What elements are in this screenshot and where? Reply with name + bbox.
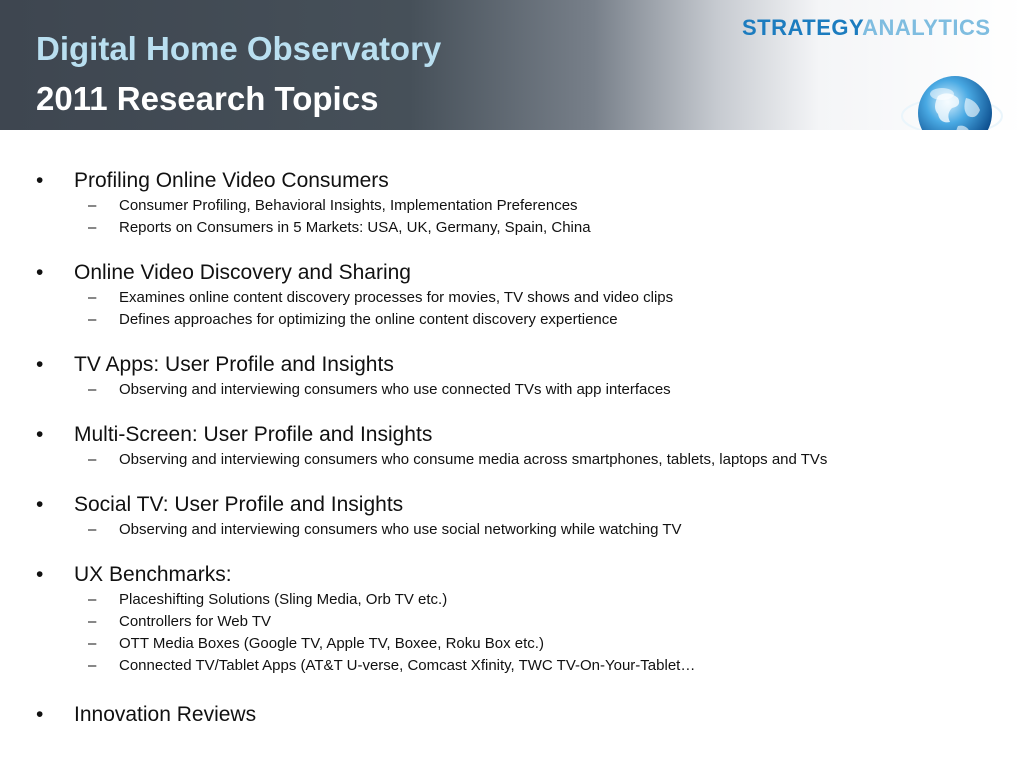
dash-marker: – bbox=[88, 591, 97, 608]
dash-marker: – bbox=[88, 657, 97, 674]
subitem-text: Connected TV/Tablet Apps (AT&T U-verse, Comcast Xfinity, TWC TV-On-Your-Tablet… bbox=[119, 657, 696, 674]
bullet-marker: • bbox=[36, 493, 44, 516]
topic-title: Online Video Discovery and Sharing bbox=[74, 261, 411, 284]
topic-title: Social TV: User Profile and Insights bbox=[74, 493, 404, 516]
bullet-marker: • bbox=[36, 703, 44, 726]
subitem-text: Placeshifting Solutions (Sling Media, Orb TV etc.) bbox=[119, 591, 448, 608]
bullet-marker: • bbox=[36, 423, 44, 446]
subitem-text: OTT Media Boxes (Google TV, Apple TV, Boxee, Roku Box etc.) bbox=[119, 635, 544, 652]
dash-marker: – bbox=[88, 521, 97, 538]
subitem-text: Reports on Consumers in 5 Markets: USA, UK, Germany, Spain, China bbox=[119, 219, 591, 236]
topic-title: TV Apps: User Profile and Insights bbox=[74, 353, 394, 376]
bullet-marker: • bbox=[36, 261, 44, 284]
subitem-text: Consumer Profiling, Behavioral Insights, Implementation Preferences bbox=[119, 197, 578, 214]
bullet-marker: • bbox=[36, 169, 44, 192]
subitem-text: Observing and interviewing consumers who consume media across smartphones, tablets, laptops and TVs bbox=[119, 451, 828, 468]
subitem-text: Examines online content discovery processes for movies, TV shows and video clips bbox=[119, 289, 674, 306]
topic-title: Innovation Reviews bbox=[74, 703, 257, 726]
topic-title: Multi-Screen: User Profile and Insights bbox=[74, 423, 433, 446]
dash-marker: – bbox=[88, 197, 97, 214]
dash-marker: – bbox=[88, 613, 97, 630]
dash-marker: – bbox=[88, 219, 97, 236]
logo-text-analytics: ANALYTICS bbox=[862, 15, 991, 40]
topic-title: Profiling Online Video Consumers bbox=[74, 169, 389, 192]
subitem-text: Controllers for Web TV bbox=[119, 613, 271, 630]
subitem-text: Observing and interviewing consumers who use connected TVs with app interfaces bbox=[119, 381, 671, 398]
bullet-marker: • bbox=[36, 353, 44, 376]
dash-marker: – bbox=[88, 381, 97, 398]
dash-marker: – bbox=[88, 311, 97, 328]
subitem-text: Observing and interviewing consumers who use social networking while watching TV bbox=[119, 521, 682, 538]
dash-marker: – bbox=[88, 635, 97, 652]
slide-title: Digital Home Observatory bbox=[36, 30, 442, 67]
dash-marker: – bbox=[88, 289, 97, 306]
logo-text-strategy: STRATEGY bbox=[742, 15, 863, 40]
dash-marker: – bbox=[88, 451, 97, 468]
bullet-marker: • bbox=[36, 563, 44, 586]
subitem-text: Defines approaches for optimizing the online content discovery expertience bbox=[119, 311, 618, 328]
slide-subtitle: 2011 Research Topics bbox=[36, 80, 379, 117]
topic-title: UX Benchmarks: bbox=[74, 563, 232, 586]
